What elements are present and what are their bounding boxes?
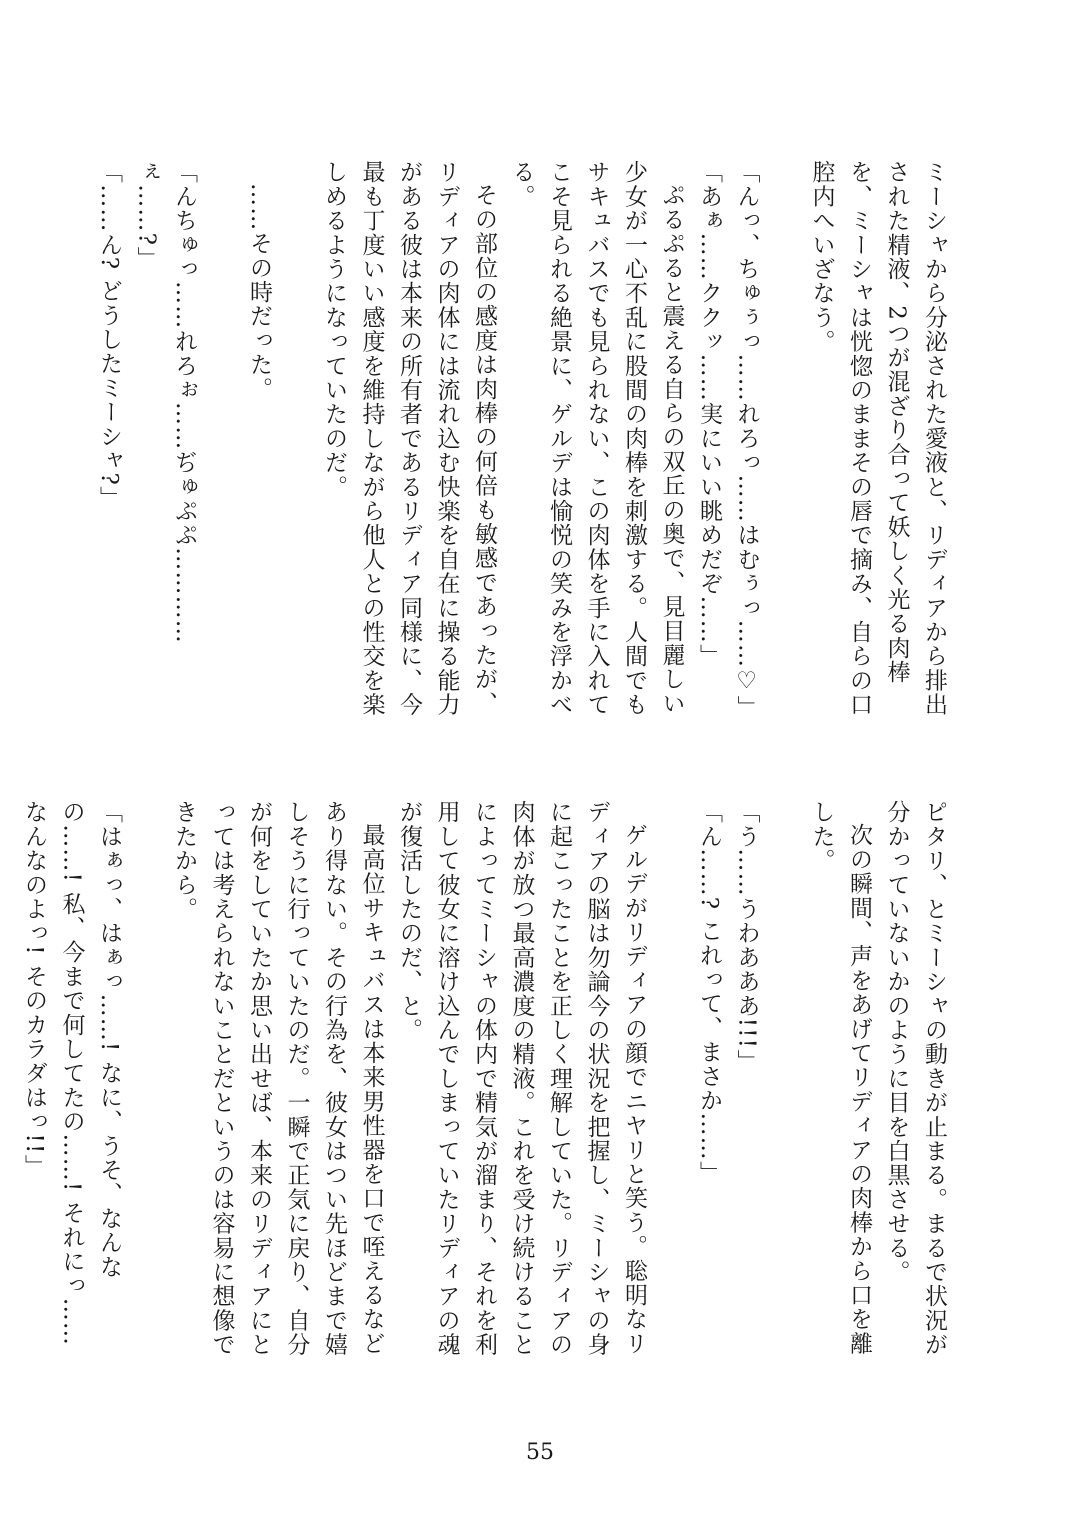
dialogue-line: 「あぁ……ククッ……実にいい眺めだぞ……」 — [696, 160, 722, 669]
paragraph: ピタリ、とミーシャの動きが止まる。まるで状況が分かっていないかのように目を白黒させる。 — [883, 800, 947, 1357]
dialogue-line: 「……ん? どうしたミーシャ?」 — [96, 160, 122, 511]
paragraph-spacer — [765, 160, 803, 720]
dialogue-line: 「んちゅっ……れろぉ……ぢゅぷぷ…………ぇ……?」 — [133, 160, 197, 644]
text-block-top — [96, 160, 952, 720]
paragraph: ……その時だった。 — [246, 183, 272, 401]
paragraph: ミーシャから分泌された愛液と、リディアから排出された精液、2つが混ざり合って妖しく光る肉棒を、ミーシャは恍惚のままその唇で摘み、自らの口腔内へいざなう。 — [808, 160, 947, 717]
paragraph-spacer — [652, 800, 690, 1360]
paragraph: ぷるぷると震える自らの双丘の奥で、見目麗しい少女が一心不乱に股間の肉棒を刺激する。人間でもサキュバスでも見られない、この肉体を手に入れてこそ見られる絶景に、ゲルデは愉悦の笑みを浮かべる。 — [508, 160, 685, 717]
text-block-bottom — [21, 800, 952, 1360]
page-number: 55 — [526, 1440, 554, 1465]
paragraph-spacer — [202, 160, 240, 720]
dialogue-line: 「はぁっ、はぁっ……! なに、うそ、なんなの……! 私、今まで何してたの……! それにっ……なんなのよっ! そのカラダはっ!!」 — [21, 800, 122, 1347]
paragraph: ゲルデがリディアの顔でニヤリと笑う。聡明なリディアの脳は勿論今の状況を把握し、ミーシャの身に起こったことを正しく理解していた。リディアの肉体が放つ最高濃度の精液。これを受け続けることによってミーシャの体内で精気が溜まり、それを利用して彼女に溶け込んでしまっていたリディアの魂が復活したのだ、と。 — [396, 800, 647, 1357]
paragraph: その部位の感度は肉棒の何倍も敏感であったが、リディアの肉体には流れ込む快楽を自在に操る能力がある彼は本来の所有者であるリディア同様に、今最も丁度いい感度を維持しながら他人との性交を楽しめるようになっていたのだ。 — [321, 160, 497, 717]
paragraph-spacer — [765, 800, 803, 1360]
paragraph-spacer — [277, 160, 315, 720]
paragraph: 最高位サキュバスは本来男性器を口で咥えるなどあり得ない。その行為を、彼女はつい先ほどまで嬉しそうに行っていたのだ。一瞬で正気に戻り、自分が何をしていたか思い出せば、本来のリディアにとっては考えられないことだというのは容易に想像できたから。 — [171, 800, 385, 1357]
dialogue-line: 「ん……? これって、まさか……」 — [696, 800, 722, 1186]
dialogue-line: 「んっ、ちゅぅっ……れろっ……はむぅっ……♡」 — [733, 160, 760, 720]
paragraph: 次の瞬間、声をあげてリディアの肉棒から口を離した。 — [808, 800, 872, 1356]
dialogue-line: 「う……うわあああ!!!」 — [733, 800, 760, 1074]
paragraph-spacer — [127, 800, 165, 1360]
